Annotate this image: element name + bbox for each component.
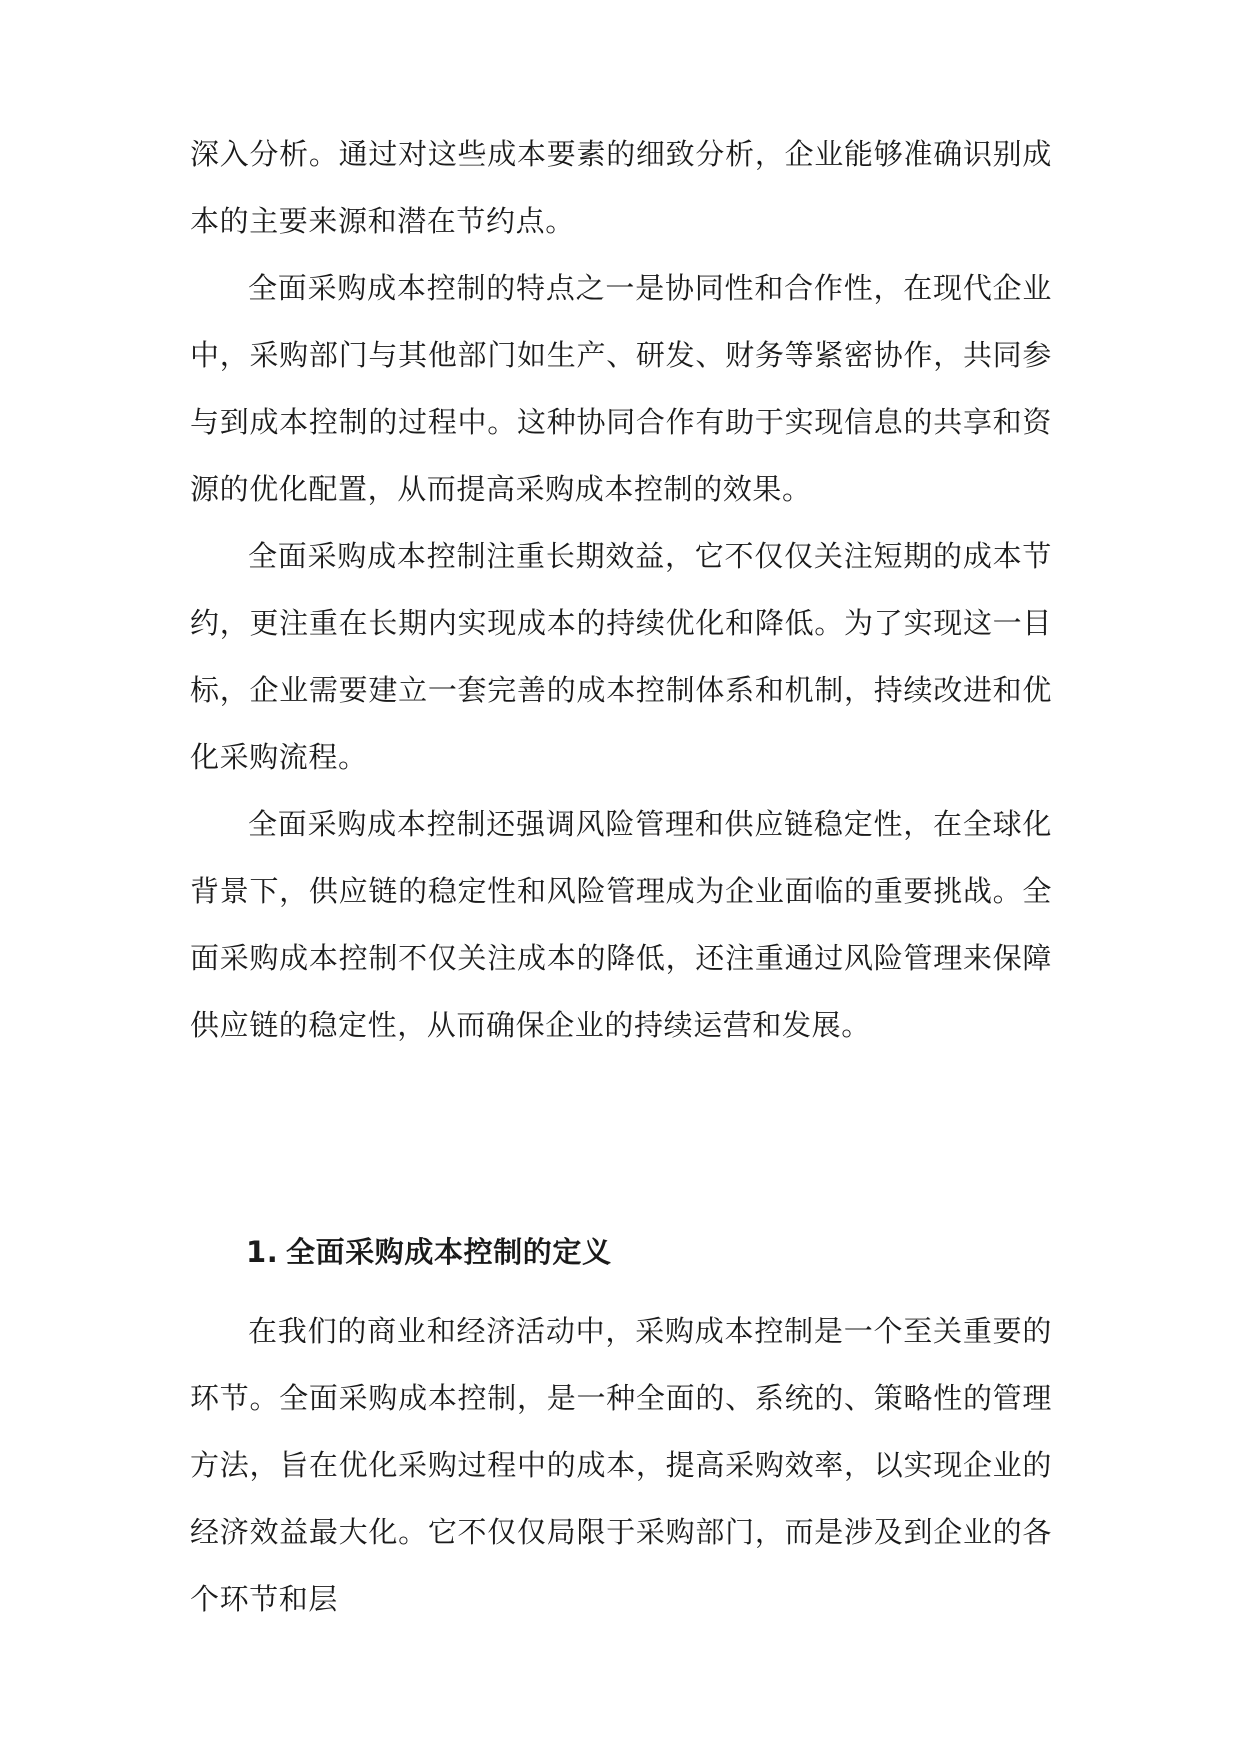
- section-heading-number: 1.: [246, 1235, 279, 1269]
- paragraph-continued: 深入分析。通过对这些成本要素的细致分析，企业能够准确识别成本的主要来源和潜在节约点。: [190, 137, 1052, 238]
- section-heading-title: 全面采购成本控制的定义: [286, 1235, 612, 1269]
- paragraph-collaboration: 全面采购成本控制的特点之一是协同性和合作性，在现代企业中，采购部门与其他部门如生产、研发、财务等紧密协作，共同参与到成本控制的过程中。这种协同合作有助于实现信息的共享和资源的优化配置，从而提高采购成本控制的效果。: [190, 271, 1052, 506]
- paragraph-definition: 在我们的商业和经济活动中，采购成本控制是一个至关重要的环节。全面采购成本控制，是一种全面的、系统的、策略性的管理方法，旨在优化采购过程中的成本，提高采购效率，以实现企业的经济效益最大化。它不仅仅局限于采购部门，而是涉及到企业的各个环节和层: [190, 1314, 1052, 1616]
- paragraph-long-term-benefit: 全面采购成本控制注重长期效益，它不仅仅关注短期的成本节约，更注重在长期内实现成本的持续优化和降低。为了实现这一目标，企业需要建立一套完善的成本控制体系和机制，持续改进和优化采购流程。: [190, 539, 1052, 774]
- paragraph-risk-management: 全面采购成本控制还强调风险管理和供应链稳定性，在全球化背景下，供应链的稳定性和风险管理成为企业面临的重要挑战。全面采购成本控制不仅关注成本的降低，还注重通过风险管理来保障供应链的稳定性，从而确保企业的持续运营和发展。: [190, 807, 1052, 1042]
- section-heading: [246, 1230, 612, 1274]
